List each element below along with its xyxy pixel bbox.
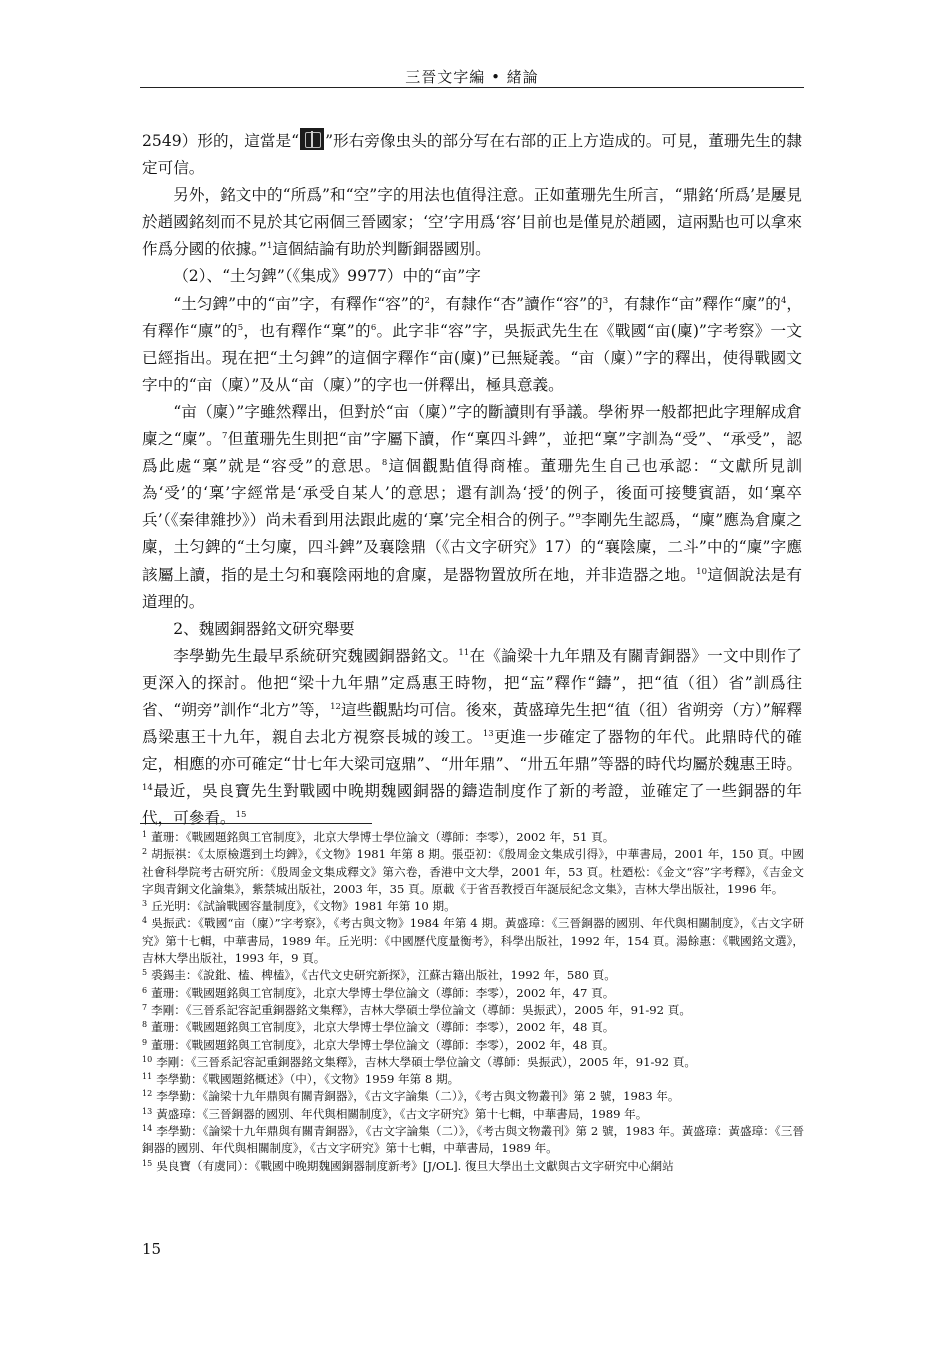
- text-span: ，有釋作“廪”的: [142, 294, 802, 340]
- footnote-ref[interactable]: 7: [222, 431, 228, 442]
- footnote-text: 吳良寶（有虞同）：《戰國中晚期魏國銅器制度新考》[J/OL]. 復旦大學出土文獻與古文字研究中心網站: [156, 1158, 674, 1173]
- footnote-text: 丘光明：《試論戰國容量制度》，《文物》1981 年第 10 期。: [151, 899, 456, 914]
- footnote-number: 7: [142, 1002, 148, 1012]
- footnote-text: 裘錫圭：《說鈚、榼、椑榼》，《古代文史研究新探》，江蘇古籍出版社，1992 年，580 頁。: [151, 968, 616, 983]
- footnote-ref[interactable]: 1: [266, 241, 273, 252]
- footnote-text: 董珊：《戰國題銘與工官制度》，北京大學博士學位論文（導師：李零），2002 年，48 頁。: [151, 1020, 615, 1035]
- footnote-number: 8: [142, 1020, 148, 1030]
- text-span: 這個觀點值得商榷。董珊先生自己也承認：“文獻所見訓為‘受’的‘稟’字經常是‘承受自某人’的意思；還有訓為‘授’的例子，後面可接雙賓語，如‘稟卒兵’（《秦律雜抄》）尚未看到用法跟此處的‘稟’完全相合的例子。”: [142, 457, 802, 530]
- section-heading-3: 2、魏國銅器銘文研究舉要: [173, 619, 355, 638]
- text-span: 另外，銘文中的“所爲”和“空”字的用法也值得注意。正如董珊先生所言，“鼎銘‘所爲’是屢見於趙國銘刻而不見於其它兩個三晉國家；‘空’字用爲‘容’目前也是僅見於趙國，這兩點也可以拿來作爲分國的依據。”: [142, 186, 802, 259]
- text-span: ，有隸作“杏”讀作“容”的: [429, 294, 603, 313]
- footnote-ref[interactable]: 10: [696, 566, 707, 577]
- footnote: [142, 985, 804, 1002]
- text-span: 在《論梁十九年鼎及有關青銅器》一文中則作了更深入的探討。他把“梁十九年鼎”定爲惠王時物，把“衁”釋作“鑄”，把“徝（徂）省”訓爲往省、“朔旁”訓作“北方”等，: [142, 646, 802, 719]
- footnote-number: 2: [142, 847, 148, 857]
- main-text: [142, 128, 802, 832]
- footnote: [142, 1071, 804, 1088]
- footnote-ref[interactable]: 13: [482, 729, 494, 740]
- paragraph-5: [142, 643, 802, 833]
- footnotes: [142, 829, 804, 1175]
- footnote: [142, 915, 804, 967]
- footnote: [142, 1037, 804, 1054]
- footnote-ref[interactable]: 5: [237, 322, 244, 333]
- footnote-ref[interactable]: 12: [330, 701, 341, 712]
- footnote-text: 董珊：《戰國題銘與工官制度》，北京大學博士學位論文（導師：李零），2002 年，47 頁。: [151, 985, 615, 1000]
- footnote: [142, 1123, 804, 1158]
- footnote-separator: [140, 823, 372, 824]
- header-rule: [140, 87, 804, 88]
- text-span: 最近，吳良寶先生對戰國中晚期魏國銅器的鑄造制度作了新的考證，並確定了一些銅器的年代，可參看。: [142, 782, 802, 828]
- footnote-number: 9: [142, 1037, 148, 1047]
- footnote-number: 5: [142, 968, 148, 978]
- footnote: [142, 846, 804, 898]
- footnote-text: 李學勤：《戰國題銘概述》（中），《文物》1959 年第 8 期。: [156, 1072, 460, 1087]
- footnote-number: 10: [142, 1054, 153, 1064]
- footnote: [142, 967, 804, 984]
- page-number: 15: [142, 1240, 162, 1258]
- footnote: [142, 1088, 804, 1105]
- footnote-number: 11: [142, 1072, 153, 1082]
- paragraph-1: [142, 128, 802, 182]
- footnote-ref[interactable]: 8: [381, 458, 388, 469]
- text-span: 這些觀點均可信。後來，黃盛璋先生把“徝（徂）省朔旁（方）”解釋爲梁惠王十九年，親自去北方視察長城的竣工。: [142, 700, 802, 747]
- footnote-ref[interactable]: 14: [142, 783, 153, 794]
- text-span: 李剛先生認爲，“廩”應為倉廩之廩，土匀錍的“土匀廩，四斗錍”及襄陰鼎（《古文字研究》17）的“襄陰廩，二斗”中的“廩”字應該屬上讀，指的是土匀和襄陰兩地的倉廩，是器物置放所在地，并非造器之地。: [142, 511, 802, 584]
- footnote-ref[interactable]: 6: [370, 322, 377, 333]
- footnote: [142, 1002, 804, 1019]
- footnote-text: 董珊：《戰國題銘與工官制度》，北京大學博士學位論文（導師：李零），2002 年，48 頁。: [151, 1037, 615, 1052]
- footnote-number: 3: [142, 899, 148, 909]
- footnote-text: 李剛：《三晉系記容記重銅器銘文集釋》，吉林大學碩士學位論文（導師：吳振武），2005 年，91-92 頁。: [156, 1054, 697, 1069]
- footnote-text: 胡振祺：《太原檢選到土均錍》，《文物》1981 年第 8 期。張亞初：《殷周金文集成引得》，中華書局，2001 年，150 頁。中國社會科學院考古研究所：《殷周金文集成釋文》第六卷，香港中文大學，2001 年，53 頁。杜廼松：《金文“容”字考釋》，《吉金文字與青銅文化論集》，紫禁城出版社，2003 年，35 頁。原載《于省吾教授百年誕辰紀念文集》，吉林大學出版社，1996 年。: [142, 847, 804, 896]
- footnote-text: 李剛：《三晉系記容記重銅器銘文集釋》，吉林大學碩士學位論文（導師：吳振武），2005 年，91-92 頁。: [151, 1002, 691, 1017]
- text-span: ”形右旁像虫头的部分写在右部的正上方造成的。可見，董珊先生的隸定可信。: [142, 132, 802, 178]
- footnote-text: 董珊：《戰國題銘與工官制度》，北京大學博士學位論文（導師：李零），2002 年，51 頁。: [151, 830, 615, 844]
- footnote: [142, 1019, 804, 1036]
- text-span: ，有隸作“亩”釋作“廩”的: [608, 294, 781, 313]
- footnote-ref[interactable]: 2: [424, 295, 430, 306]
- footnote-text: 黃盛璋：《三晉銅器的國別、年代與相關制度》，《古文字研究》第十七輯，中華書局，1989 年。: [156, 1106, 648, 1121]
- footnote: [142, 1158, 804, 1175]
- text-span: 李學勤先生最早系統研究魏國銅器銘文。: [173, 646, 459, 665]
- footnote-text: 李學勤：《論梁十九年鼎與有關青銅器》，《古文字論集（二）》，《考古與文物叢刊》第 2 號，1983 年。黃盛璋：黃盛璋：《三晉銅器的國別、年代與相關制度》，《古文字研究》第十七輯，中華書局，1989 年。: [142, 1124, 804, 1156]
- character-rubbing-image: [300, 128, 324, 150]
- footnote-number: 12: [142, 1089, 153, 1099]
- text-span: “土匀錍”中的“亩”字，有釋作“容”的: [173, 294, 425, 313]
- text-span: ，也有釋作“稟”的: [243, 321, 371, 340]
- footnote: [142, 1054, 804, 1071]
- footnote-number: 6: [142, 985, 148, 995]
- text-span: “亩（廩）”字雖然釋出，但對於“亩（廩）”字的斷讀則有爭議。學術界一般都把此字理解成倉廩之“廩”。: [142, 402, 802, 449]
- paragraph-4: [142, 399, 802, 616]
- footnote: [142, 829, 804, 846]
- text-span: 更進一步確定了器物的年代。此鼎時代的確定，相應的亦可確定“廿七年大梁司寇鼎”、“卅年鼎”、“卅五年鼎”等器的時代均屬於魏惠王時。: [142, 728, 802, 774]
- footnote-text: 李學勤：《論梁十九年鼎與有關青銅器》，《古文字論集（二）》，《考古與文物叢刊》第 2 號，1983 年。: [156, 1089, 680, 1104]
- footnote-ref[interactable]: 11: [458, 647, 470, 658]
- paragraph-3: [142, 291, 802, 399]
- section-heading-2: （2）、“土匀錍”（《集成》9977）中的“亩”字: [173, 267, 481, 286]
- text-span: 這個結論有助於判斷銅器國別。: [272, 240, 491, 259]
- text-span: 但董珊先生則把“亩”字屬下讀，作“稟四斗錍”，並把“稟”字訓為“受”、“承受”，認爲此處“稟”就是“容受”的意思。: [142, 430, 802, 476]
- footnote-ref[interactable]: 9: [575, 512, 581, 523]
- footnote-text: 吳振武：《戰國“亩（廩）”字考察》，《考古與文物》1984 年第 4 期。黃盛璋：《三晉銅器的國別、年代與相關制度》，《古文字研究》第十七輯，中華書局，1989 年。丘光明：《中國歷代度量衡考》，科學出版社，1992 年，154 頁。湯餘惠：《戰國銘文選》，吉林大學出版社，1993 年，9 頁。: [142, 916, 804, 966]
- footnote-number: 13: [142, 1106, 153, 1116]
- footnote-number: 1: [142, 830, 148, 839]
- footnote-number: 4: [142, 916, 148, 926]
- footnote: [142, 898, 804, 915]
- text-span: 2549）形的，這當是“: [142, 132, 300, 150]
- footnote-ref[interactable]: 15: [235, 810, 247, 821]
- paragraph-2: [142, 182, 802, 263]
- footnote-number: 15: [142, 1158, 153, 1168]
- text-span: 。此字非“容”字，吳振武先生在《戰國“亩(廩)”字考察》一文已經指出。現在把“土匀錍”的這個字釋作“亩(廩)”已無疑義。“亩（廩）”字的釋出，使得戰國文字中的“亩（廩）”及从“亩（廩）”的字也一併釋出，極具意義。: [142, 321, 802, 394]
- running-header: 三晉文字編 • 緒論: [405, 68, 539, 86]
- footnote: [142, 1106, 804, 1123]
- footnote-number: 14: [142, 1124, 153, 1134]
- text-span: 這個說法是有道理的。: [142, 565, 802, 611]
- footnote-ref[interactable]: 4: [780, 295, 787, 306]
- footnote-ref[interactable]: 3: [602, 295, 609, 306]
